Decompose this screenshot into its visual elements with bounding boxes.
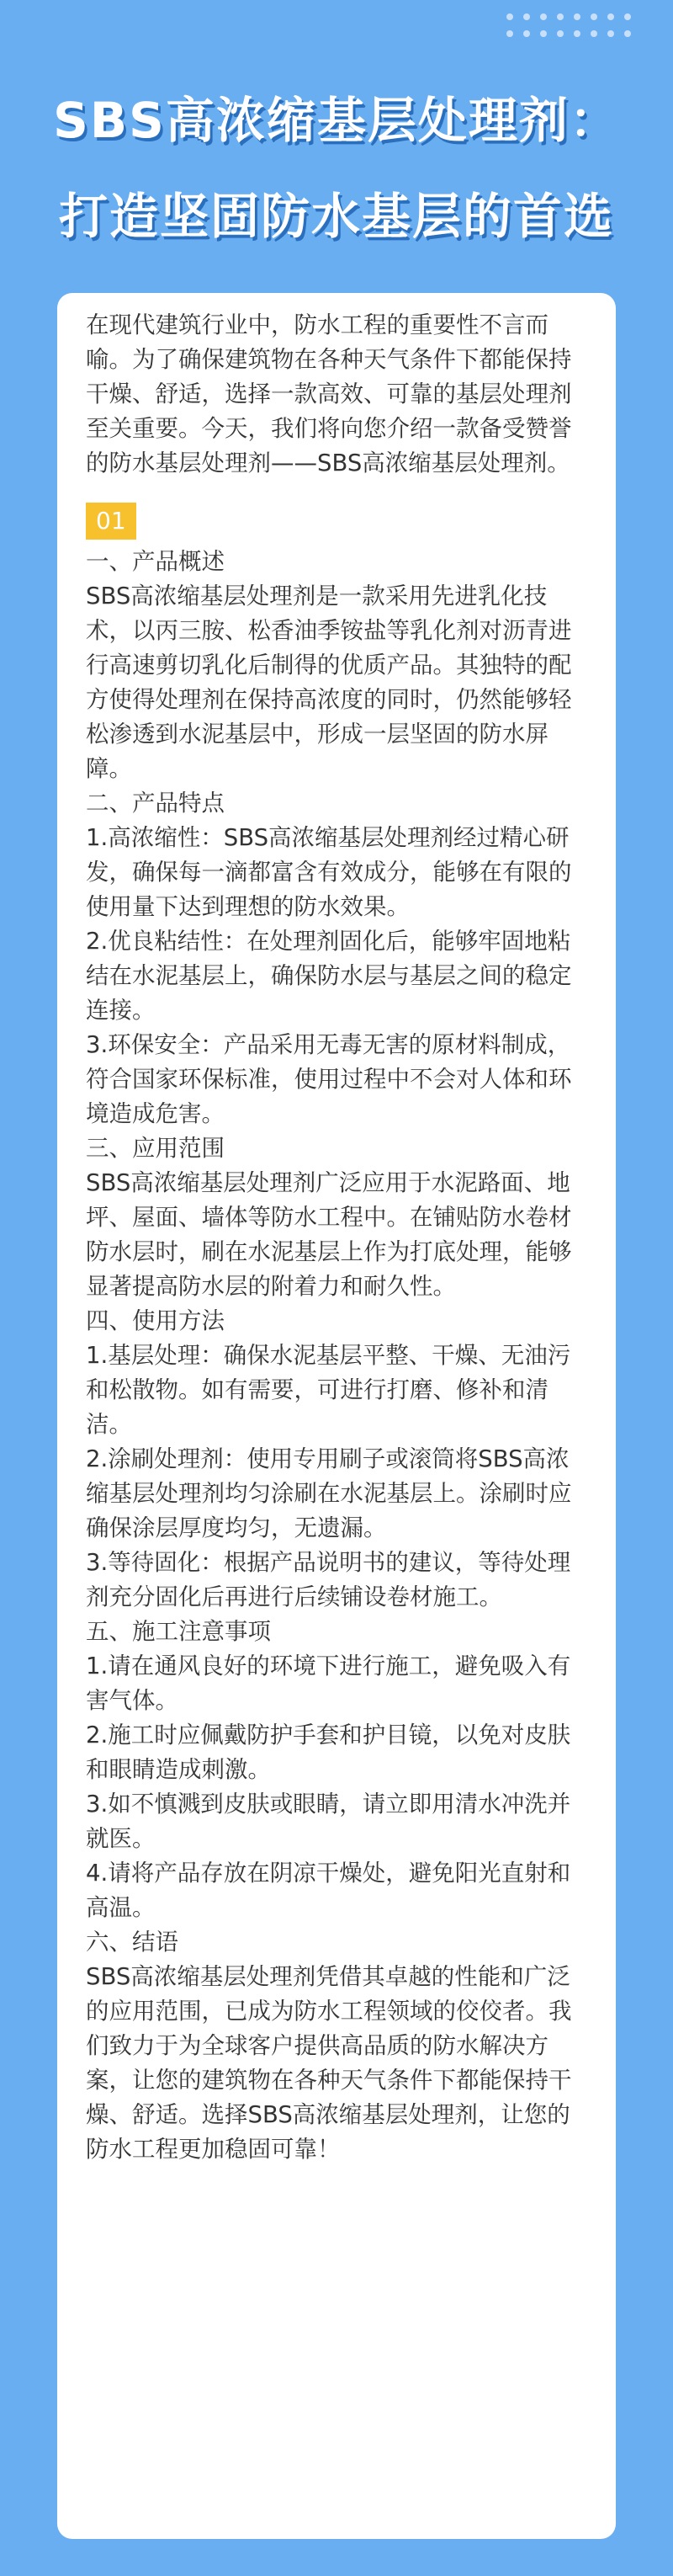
- page-title-line-1: SBS高浓缩基层处理剂：: [53, 92, 620, 149]
- dot: [607, 13, 614, 20]
- dot: [624, 30, 631, 37]
- paragraph: 1.请在通风良好的环境下进行施工，避免吸入有害气体。: [86, 1653, 571, 1714]
- dot: [557, 13, 564, 20]
- section-heading-overview: 一、产品概述: [86, 548, 225, 575]
- dot: [523, 13, 530, 20]
- article-card: [57, 293, 616, 2539]
- dot: [540, 13, 547, 20]
- intro-paragraph: 在现代建筑行业中，防水工程的重要性不言而喻。为了确保建筑物在各种天气条件下都能保持干燥、舒适，选择一款高效、可靠的基层处理剂至关重要。今天，我们将向您介绍一款备受赞誉的防水基层处理剂——SBS高浓缩基层处理剂。: [86, 311, 572, 476]
- page-title-line-2: 打造坚固防水基层的首选: [58, 188, 614, 245]
- paragraph: 1.高浓缩性：SBS高浓缩基层处理剂经过精心研发，确保每一滴都富含有效成分，能够在有限的使用量下达到理想的防水效果。: [86, 824, 572, 920]
- dot: [607, 30, 614, 37]
- section-heading-applications: 三、应用范围: [86, 1135, 225, 1162]
- paragraph: SBS高浓缩基层处理剂广泛应用于水泥路面、地坪、屋面、墙体等防水工程中。在铺贴防水卷材防水层时，刷在水泥基层上作为打底处理，能够显著提高防水层的附着力和耐久性。: [86, 1169, 572, 1300]
- dot: [591, 30, 597, 37]
- section-heading-conclusion: 六、结语: [86, 1929, 178, 1956]
- dot: [574, 30, 580, 37]
- paragraph: 2.优良粘结性：在处理剂固化后，能够牢固地粘结在水泥基层上，确保防水层与基层之间的稳定连接。: [86, 928, 572, 1024]
- paragraph: 3.等待固化：根据产品说明书的建议，等待处理剂充分固化后再进行后续铺设卷材施工。: [86, 1549, 571, 1610]
- dot: [557, 30, 564, 37]
- section-badge: 01: [86, 503, 136, 540]
- dot: [574, 13, 580, 20]
- section-heading-precautions: 五、施工注意事项: [86, 1618, 271, 1645]
- section-heading-features: 二、产品特点: [86, 790, 225, 817]
- paragraph: 4.请将产品存放在阴凉干燥处，避免阳光直射和高温。: [86, 1860, 571, 1921]
- paragraph: 3.环保安全：产品采用无毒无害的原材料制成，符合国家环保标准，使用过程中不会对人体和环境造成危害。: [86, 1031, 572, 1127]
- dot: [540, 30, 547, 37]
- paragraph: 3.如不慎溅到皮肤或眼睛，请立即用清水冲洗并就医。: [86, 1791, 571, 1852]
- paragraph: 2.涂刷处理剂：使用专用刷子或滚筒将SBS高浓缩基层处理剂均匀涂刷在水泥基层上。涂刷时应确保涂层厚度均匀，无遗漏。: [86, 1445, 572, 1541]
- dot: [523, 30, 530, 37]
- paragraph: SBS高浓缩基层处理剂凭借其卓越的性能和广泛的应用范围，已成为防水工程领域的佼佼者。我们致力于为全球客户提供高品质的防水解决方案，让您的建筑物在各种天气条件下都能保持干燥、舒适。选择SBS高浓缩基层处理剂，让您的防水工程更加稳固可靠！: [86, 1963, 572, 2163]
- dot: [506, 13, 513, 20]
- paragraph: 1.基层处理：确保水泥基层平整、干燥、无油污和松散物。如有需要，可进行打磨、修补和清洁。: [86, 1342, 571, 1438]
- section-heading-usage: 四、使用方法: [86, 1307, 225, 1334]
- paragraph: 2.施工时应佩戴防护手套和护目镜，以免对皮肤和眼睛造成刺激。: [86, 1722, 571, 1783]
- paragraph: SBS高浓缩基层处理剂是一款采用先进乳化技术，以丙三胺、松香油季铵盐等乳化剂对沥青进行高速剪切乳化后制得的优质产品。其独特的配方使得处理剂在保持高浓度的同时，仍然能够轻松渗透到水泥基层中，形成一层坚固的防水屏障。: [86, 583, 572, 782]
- dot: [591, 13, 597, 20]
- dot: [506, 30, 513, 37]
- decorative-dots: [501, 8, 636, 42]
- dot: [624, 13, 631, 20]
